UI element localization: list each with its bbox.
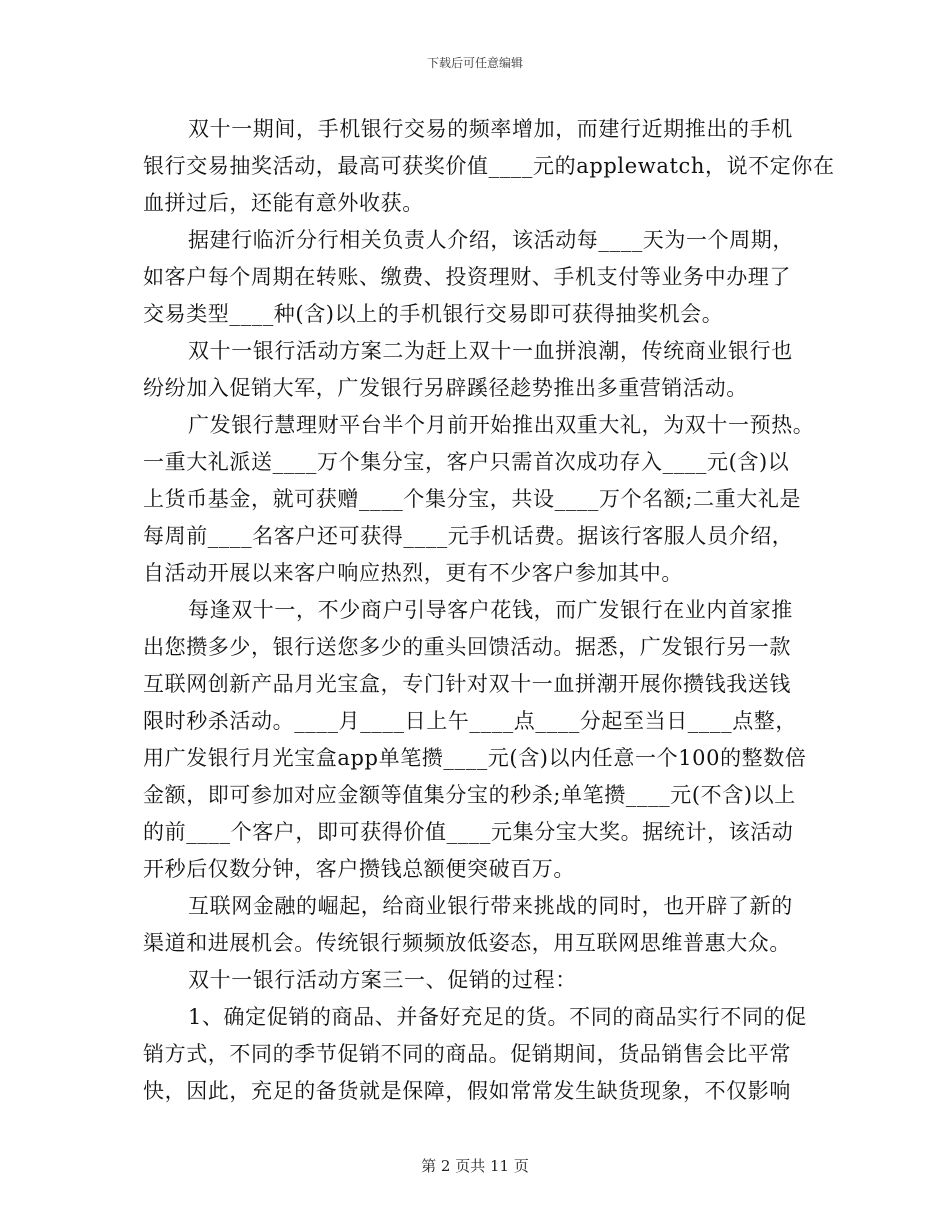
paragraph-line: 用广发银行月光宝盒app单笔攒____元(含)以内任意一个100的整数倍 bbox=[143, 746, 807, 770]
paragraph-line: 的前____个客户，即可获得价值____元集分宝大奖。据统计，该活动 bbox=[143, 820, 794, 844]
paragraph-line: 1、确定促销的商品、并备好充足的货。不同的商品实行不同的促 bbox=[188, 1005, 807, 1029]
page-header: 下载后可任意编辑 bbox=[426, 56, 523, 70]
paragraph-line: 纷纷加入促销大军，广发银行另辟蹊径趁势推出多重营销活动。 bbox=[143, 376, 748, 400]
paragraph-line: 渠道和进展机会。传统银行频频放低姿态，用互联网思维普惠大众。 bbox=[143, 931, 791, 955]
paragraph-line: 双十一期间，手机银行交易的频率增加，而建行近期推出的手机 bbox=[188, 117, 793, 141]
page-footer: 第 2 页共 11 页 bbox=[421, 1157, 529, 1175]
paragraph-line: 开秒后仅数分钟，客户攒钱总额便突破百万。 bbox=[143, 857, 575, 881]
paragraph-line: 自活动开展以来客户响应热烈，更有不少客户参加其中。 bbox=[143, 561, 683, 585]
paragraph-line: 每逢双十一，不少商户引导客户花钱，而广发银行在业内首家推 bbox=[188, 598, 793, 622]
paragraph-line: 双十一银行活动方案二为赶上双十一血拼浪潮，传统商业银行也 bbox=[188, 339, 793, 363]
paragraph-line: 双十一银行活动方案三一、促销的过程： bbox=[188, 968, 577, 992]
document-body bbox=[143, 111, 835, 1110]
paragraph-line: 快，因此，充足的备货就是保障，假如常常发生缺货现象，不仅影响 bbox=[143, 1079, 791, 1103]
paragraph-line: 血拼过后，还能有意外收获。 bbox=[143, 191, 424, 215]
paragraph-line: 据建行临沂分行相关负责人介绍，该活动每____天为一个周期， bbox=[188, 228, 794, 252]
paragraph-line: 互联网创新产品月光宝盒，专门针对双十一血拼潮开展你攒钱我送钱 bbox=[143, 672, 791, 696]
paragraph-line: 银行交易抽奖活动，最高可获奖价值____元的applewatch，说不定你在 bbox=[143, 154, 835, 178]
paragraph-line: 一重大礼派送____万个集分宝，客户只需首次成功存入____元(含)以 bbox=[143, 450, 790, 474]
paragraph-line: 交易类型____种(含)以上的手机银行交易即可获得抽奖机会。 bbox=[143, 302, 724, 326]
paragraph-line: 广发银行慧理财平台半个月前开始推出双重大礼，为双十一预热。 bbox=[188, 413, 815, 437]
paragraph-line: 如客户每个周期在转账、缴费、投资理财、手机支付等业务中办理了 bbox=[143, 265, 791, 289]
paragraph-line: 金额，即可参加对应金额等值集分宝的秒杀;单笔攒____元(不含)以上 bbox=[143, 783, 796, 807]
paragraph-line: 每周前____名客户还可获得____元手机话费。据该行客服人员介绍， bbox=[143, 524, 794, 548]
paragraph-line: 限时秒杀活动。____月____日上午____点____分起至当日____点整， bbox=[143, 709, 797, 733]
paragraph-line: 上货币基金，就可获赠____个集分宝，共设____万个名额;二重大礼是 bbox=[143, 487, 802, 511]
paragraph-line: 出您攒多少，银行送您多少的重头回馈活动。据悉，广发银行另一款 bbox=[143, 635, 791, 659]
paragraph-line: 互联网金融的崛起，给商业银行带来挑战的同时，也开辟了新的 bbox=[188, 894, 793, 918]
paragraph-line: 销方式，不同的季节促销不同的商品。促销期间，货品销售会比平常 bbox=[143, 1042, 791, 1066]
